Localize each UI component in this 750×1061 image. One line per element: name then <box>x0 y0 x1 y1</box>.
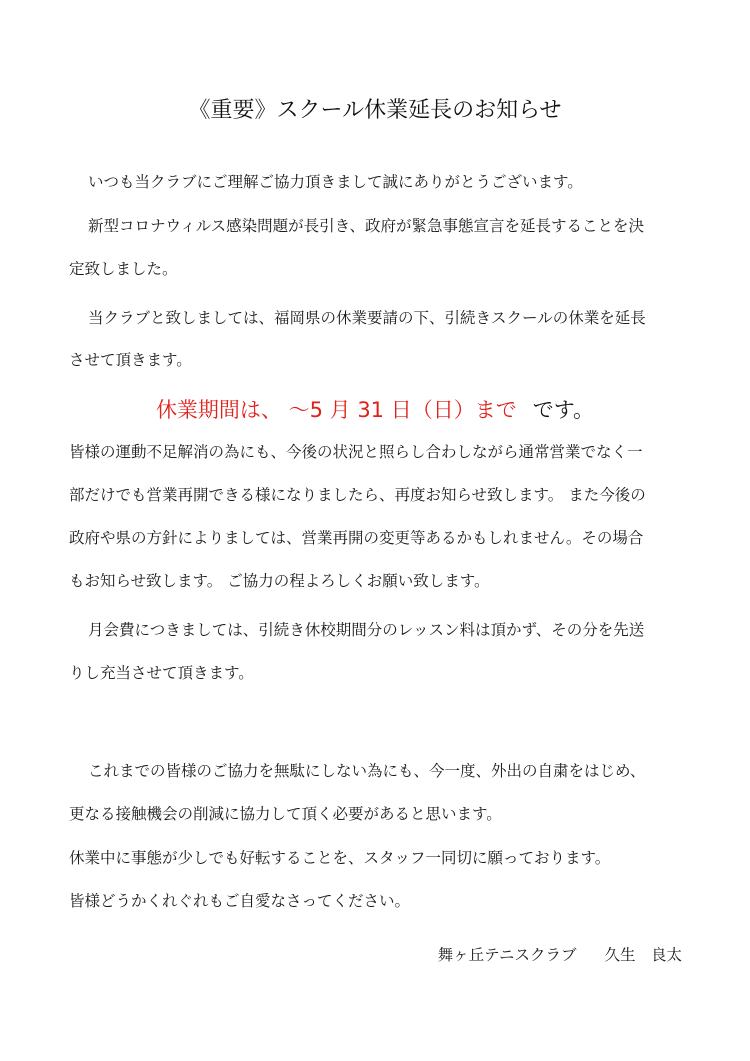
body-line: 政府や県の方針によりましては、営業再開の変更等あるかもしれません。その場合 <box>69 529 644 547</box>
closure-period-text: 休業期間は、 ～5 月 31 日（日）まで <box>155 398 517 422</box>
closing-line: 皆様どうかくれぐれもご自愛なさってください。 <box>69 892 411 910</box>
signature-name: 久生 良太 <box>604 946 682 964</box>
body-line: 部だけでも営業再開できる様になりましたら、再度お知らせ致します。 また今後の <box>69 486 646 504</box>
closing-line: 休業中に事態が少しでも好転することを、スタッフ一同切に願っております。 <box>69 849 611 867</box>
body-line: もお知らせ致します。 ご協力の程よろしくお願い致します。 <box>69 572 490 590</box>
closing-line: これまでの皆様のご協力を無駄にしない為にも、今一度、外出の自粛をはじめ、 <box>88 762 646 780</box>
paragraph-line: 定致しました。 <box>69 260 178 278</box>
closing-line: 更なる接触機会の削減に協力して頂く必要があると思います。 <box>69 805 502 823</box>
closure-period-suffix: です。 <box>532 398 595 422</box>
paragraph-line: 新型コロナウィルス感染問題が長引き、政府が緊急事態宣言を延長することを決 <box>88 217 644 235</box>
greeting-line: いつも当クラブにご理解ご協力頂きまして誠にありがとうございます。 <box>88 173 583 191</box>
body-line: 皆様の運動不足解消の為にも、今後の状況と照らし合わしながら通常営業でなく一 <box>69 443 643 461</box>
signature <box>438 944 682 966</box>
signature-organization: 舞ヶ丘テニスクラブ <box>437 946 577 964</box>
body-line: 月会費につきましては、引続き休校期間分のレッスン料は頂かず、その分を先送 <box>88 621 645 639</box>
paragraph-line: させて頂きます。 <box>69 351 192 369</box>
paragraph-line: 当クラブと致しましては、福岡県の休業要請の下、引続きスクールの休業を延長 <box>88 309 646 327</box>
closure-period-highlight <box>0 396 750 424</box>
notice-title: 《重要》スクール休業延長のお知らせ <box>188 98 562 123</box>
body-line: りし充当させて頂きます。 <box>69 664 254 682</box>
